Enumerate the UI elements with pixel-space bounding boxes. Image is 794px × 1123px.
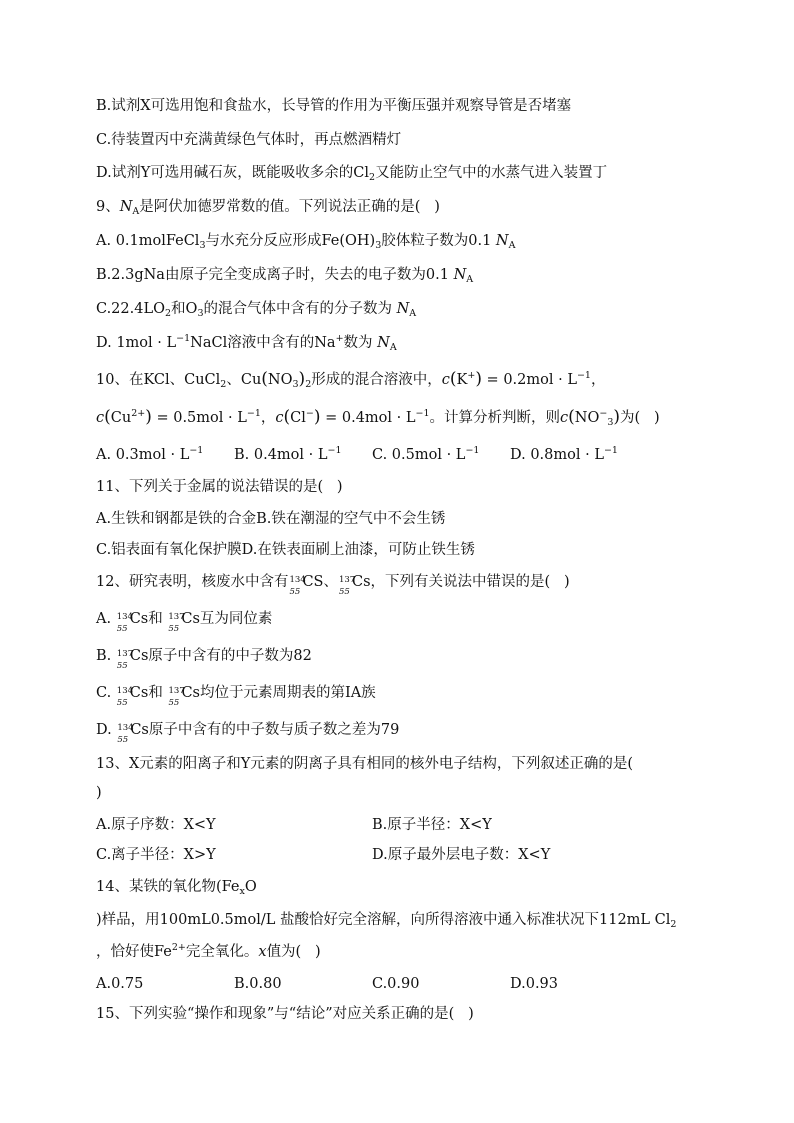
italic-symbol: c [441,372,450,388]
italic-symbol: c [560,410,569,426]
text-run: 又能防止空气中的水蒸气进入装置丁 [375,165,608,181]
text-run: B.试剂X可选用饱和食盐水，长导管的作用为平衡压强并观察导管是否堵塞 [96,98,572,114]
text-run: = 0.5mol · L [151,410,247,426]
text-line-q9d [96,333,397,353]
text-run: C. 0.5mol · L [372,447,466,463]
text-run: Cs和 [129,611,168,627]
atomic-number: 55 [116,624,128,634]
mass-number: 134 [116,686,134,696]
isotope-notation [116,646,134,671]
text-line-q11a [96,509,445,529]
isotope-notation [288,572,306,597]
text-run: ， [260,410,276,426]
text-run: Cu [110,410,132,426]
text-run: ( [568,407,575,427]
superscript: 2+ [171,942,186,953]
text-run: Cs互为同位素 [181,611,273,627]
mass-number: 134 [117,723,134,733]
superscript: −1 [246,408,261,419]
text-run: 胶体粒子数为0.1 [381,233,496,249]
superscript: −1 [603,445,618,456]
text-line-q13x [96,783,102,803]
atomic-number: 55 [116,698,128,708]
text-run: ) [313,407,321,427]
answer-option-q13r1-0 [96,815,216,835]
text-run: Cs，下列有关说法中错误的是( ) [351,574,570,590]
text-run: 9、 [96,199,120,215]
text-run: NO [267,372,293,388]
atomic-number: 55 [168,698,180,708]
text-run: C.离子半径：X>Y [96,847,216,863]
text-line-q13 [96,754,633,774]
answer-option-q14opts-3 [510,974,558,994]
text-line-q9b [96,265,473,285]
subscript: 3 [199,240,206,251]
text-run: 10、在KCl、CuCl [96,372,221,388]
text-line-q14b [96,910,676,930]
subscript: 3 [607,417,614,428]
answer-option-q10opts-2 [372,445,479,465]
text-run: Cl [290,410,306,426]
text-run: 12、研究表明，核废水中含有 [96,574,289,590]
text-run: B. 0.4mol · L [234,447,328,463]
text-line-q11 [96,477,343,497]
text-run: A.0.75 [96,976,144,992]
text-run: ) [475,369,482,389]
answer-option-q13r2-1 [372,845,550,865]
subscript: 3 [292,379,299,390]
superscript: −1 [327,445,342,456]
subscript: A [389,342,397,353]
text-run: ) [613,407,621,427]
mass-number: 134 [116,612,133,622]
italic-symbol: N [495,233,509,249]
text-run: A. [96,611,116,627]
answer-option-q14opts-0 [96,974,143,994]
text-run: 15、下列实验“操作和现象”与“结论”对应关系正确的是( ) [96,1006,474,1022]
isotope-notation [167,609,185,634]
text-run: A. 0.1molFeCl [96,233,200,249]
superscript: + [335,333,344,344]
italic-symbol: N [396,301,410,317]
atomic-number: 55 [338,587,350,597]
text-run: ( [104,407,111,427]
text-run: 的混合气体中含有的分子数为 [203,301,397,317]
text-run: K [456,372,468,388]
text-run: Cs原子中含有的中子数为82 [129,648,312,664]
text-line-q9 [96,197,440,217]
text-run: 值为( ) [266,944,321,960]
text-line-q11c [96,540,475,560]
text-run: 完全氧化。 [185,944,259,960]
superscript: −1 [415,408,430,419]
text-run: C.待装置丙中充满黄绿色气体时，再点燃酒精灯 [96,132,402,148]
text-run: CS、 [302,574,338,590]
text-run: ( [261,369,268,389]
text-run: NaCl溶液中含有的Na [190,335,336,351]
text-run: 形成的混合溶液中， [311,372,442,388]
text-run: 11、下列关于金属的说法错误的是( ) [96,479,343,495]
atomic-number: 55 [117,735,129,745]
text-run: 与水充分反应形成Fe(OH) [205,233,376,249]
answer-option-q13r2-0 [96,845,216,865]
text-run: 、Cu [226,372,262,388]
text-run: C.铝表面有氧化保护膜D.在铁表面刷上油漆，可防止铁生锈 [96,542,475,558]
text-run: = 0.4mol · L [320,410,416,426]
text-run: A.生铁和钢都是铁的合金B.铁在潮湿的空气中不会生锈 [96,511,446,527]
subscript: 2 [220,379,227,390]
isotope-notation [167,683,185,708]
text-run: A. 0.3mol · L [96,447,190,463]
text-run: NO [574,410,600,426]
text-run: B. [96,648,116,664]
mass-number: 134 [289,575,306,585]
text-run: 。计算分析判断，则 [429,410,561,426]
italic-symbol: N [377,335,390,351]
text-run: ， [590,372,606,388]
text-run: B.原子半径：X<Y [372,817,492,833]
text-line-q12 [96,572,570,597]
text-run: D.试剂Y可选用碱石灰，既能吸收多余的Cl [96,165,370,181]
text-line-l2 [96,130,401,150]
isotope-notation [338,572,356,597]
text-run: A.原子序数：X<Y [96,817,216,833]
subscript: 2 [165,308,172,319]
subscript: x [239,886,245,897]
subscript: A [132,206,140,217]
isotope-notation [116,720,134,745]
text-line-q14c [96,942,321,962]
superscript: −1 [576,370,591,381]
text-line-q14 [96,877,257,897]
answer-option-q13r1-1 [372,815,492,835]
text-run: B.0.80 [234,976,282,992]
text-run: = 0.2mol · L [481,372,577,388]
superscript: −1 [176,333,191,344]
text-line-l1 [96,96,571,116]
text-run: ) [145,407,152,427]
text-run: ( [449,369,457,389]
text-run: 数为 [343,335,378,351]
text-line-q12a [96,609,273,634]
text-run: D. 0.8mol · L [510,447,604,463]
text-line-q10b [96,407,660,428]
answer-option-q14opts-2 [372,974,419,994]
subscript: 2 [369,172,376,183]
atomic-number: 55 [168,624,180,634]
subscript: 2 [305,379,312,390]
text-line-l3 [96,163,607,183]
superscript: − [305,408,314,419]
text-run: ) [298,369,306,389]
superscript: −1 [189,445,204,456]
text-run: 为( ) [620,410,660,426]
isotope-notation [116,609,133,634]
subscript: A [508,240,516,251]
superscript: − [599,408,608,419]
superscript: −1 [465,445,480,456]
text-run: C. [96,685,116,701]
superscript: 2+ [131,408,146,419]
subscript: 2 [670,919,677,930]
text-run: Cs原子中含有的中子数与质子数之差为79 [130,722,400,738]
atomic-number: 55 [289,587,301,597]
text-run: D. [96,722,117,738]
text-run: 和O [171,301,198,317]
text-line-q9c [96,299,416,319]
text-run: Cs均位于元素周期表的第ⅠA族 [181,685,376,701]
answer-option-q10opts-0 [96,445,203,465]
mass-number: 137 [116,649,134,659]
answer-option-q10opts-1 [234,445,342,465]
text-run: )样品，用100mL0.5mol/L 盐酸恰好完全溶解，向所得溶液中通入标准状况下112mL Cl [96,912,671,928]
text-run: D.原子最外层电子数：X<Y [372,847,551,863]
text-run: ) [96,785,102,801]
text-line-q12b [96,646,312,671]
italic-symbol: c [96,410,105,426]
mass-number: 137 [168,612,185,622]
text-run: ，恰好使Fe [96,944,172,960]
answer-option-q14opts-1 [234,974,282,994]
atomic-number: 55 [116,661,128,671]
text-line-q12d [96,720,400,745]
text-run: D.0.93 [510,976,559,992]
text-run: B.2.3gNa由原子完全变成离子时，失去的电子数为0.1 [96,267,454,283]
text-run: 是阿伏加德罗常数的值。下列说法正确的是( ) [139,199,440,215]
subscript: A [409,308,417,319]
text-run: 14、某铁的氧化物(Fe [96,879,240,895]
text-run: 13、X元素的阳离子和Y元素的阴离子具有相同的核外电子结构，下列叙述正确的是( [96,756,633,772]
italic-symbol: x [258,944,267,960]
subscript: A [466,274,474,285]
text-run: D. 1mol · L [96,335,177,351]
text-run: C.0.90 [372,976,420,992]
subscript: 3 [375,240,382,251]
text-run: O [244,879,257,895]
isotope-notation [116,683,134,708]
subscript: 3 [197,308,204,319]
mass-number: 137 [168,686,185,696]
answer-option-q10opts-3 [510,445,618,465]
text-run: Cs和 [129,685,168,701]
text-run: C.22.4LO [96,301,165,317]
text-line-q15 [96,1004,474,1024]
italic-symbol: N [119,199,133,215]
italic-symbol: N [453,267,467,283]
text-line-q9a [96,231,515,251]
text-run: ( [283,407,291,427]
text-line-q10 [96,369,605,390]
text-line-q12c [96,683,376,708]
superscript: + [467,370,476,381]
mass-number: 137 [338,575,356,585]
italic-symbol: c [275,410,284,426]
